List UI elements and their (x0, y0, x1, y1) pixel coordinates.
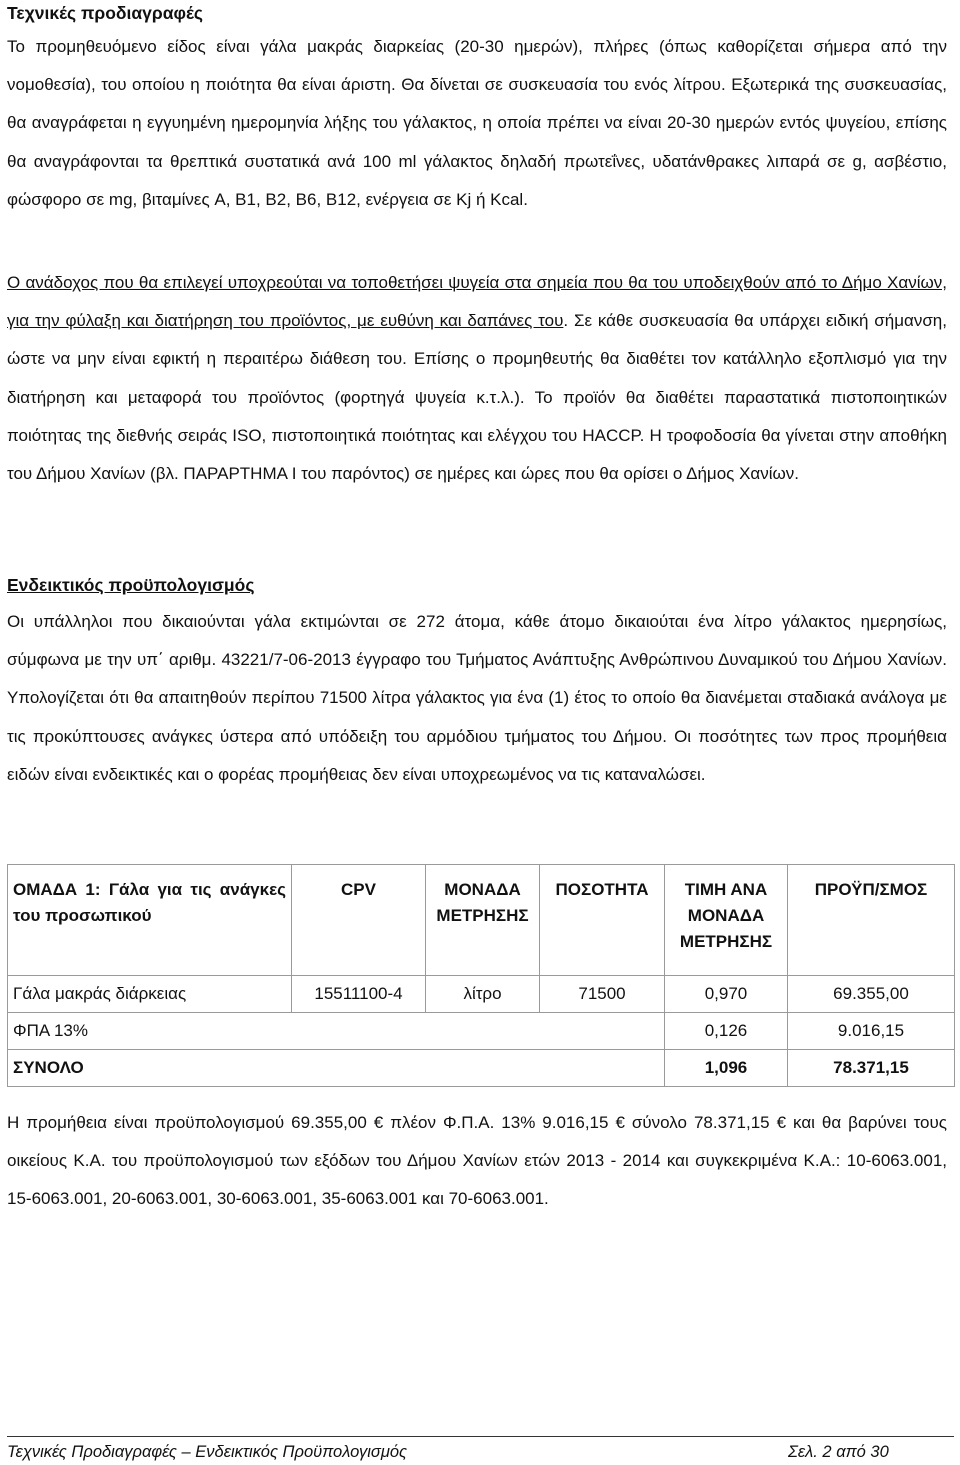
header-cpv: CPV (292, 865, 426, 976)
specs-paragraph-2 (7, 264, 947, 493)
header-budget: ΠΡΟΫΠ/ΣΜΟΣ (788, 865, 955, 976)
vat-unit-price: 0,126 (665, 1013, 788, 1050)
budget-paragraph: Οι υπάλληλοι που δικαιούνται γάλα εκτιμώνται σε 272 άτομα, κάθε άτομο δικαιούται ένα λίτρο γάλακτος ημερησίως, σύμφωνα με την υπ΄ αριθμ. 43221/7-06-2013 έγγραφο του Τμήματος Ανάπτυξης Ανθρώπινου Δυναμικού του Δήμου Χανίων. Υπολογίζεται ότι θα απαιτηθούν περίπου 71500 λίτρα γάλακτος για ένα (1) έτος το οποίο θα διανέμεται σταδιακά ανάλογα με τις προκύπτουσες ανάγκες ύστερα από υπόδειξη του αρμόδιου τμήματος του Δήμου. Οι ποσότητες των προς προμήθεια ειδών είναι ενδεικτικές και ο φορέας προμήθειας δεν είναι υποχρεωμένος να τις καταναλώσει. (7, 612, 947, 784)
item-unit: λίτρο (426, 976, 540, 1013)
specs-title: Τεχνικές προδιαγραφές (7, 3, 203, 23)
table-header-row (8, 865, 955, 976)
header-group: ΟΜΑΔΑ 1: Γάλα για τις ανάγκες του προσωπικού (8, 865, 292, 976)
item-description: Γάλα μακράς διάρκειας (8, 976, 292, 1013)
header-unit: ΜΟΝΑΔΑ ΜΕΤΡΗΣΗΣ (426, 865, 540, 976)
item-unit-price: 0,970 (665, 976, 788, 1013)
item-cpv: 15511100-4 (292, 976, 426, 1013)
summary-paragraph: Η προμήθεια είναι προϋπολογισμού 69.355,00 € πλέον Φ.Π.Α. 13% 9.016,15 € σύνολο 78.371,15 € και θα βαρύνει τους οικείους Κ.Α. του προϋπολογισμού των εξόδων του Δήμου Χανίων ετών 2013 - 2014 και συγκεκριμένα Κ.Α.: 10-6063.001, 15-6063.001, 20-6063.001, 30-6063.001, 35-6063.001 και 70-6063.001. (7, 1113, 947, 1209)
header-unit-price: ΤΙΜΗ ΑΝΑ ΜΟΝΑΔΑ ΜΕΤΡΗΣΗΣ (665, 865, 788, 976)
table-row-vat (8, 1013, 955, 1050)
contractor-obligation-text: Ο ανάδοχος που θα επιλεγεί υποχρεούται να τοποθετήσει ψυγεία στα σημεία που θα του υποδειχθούν από το Δήμο Χανίων, για την φύλαξη και διατήρηση του προϊόντος, με ευθύνη και δαπάνες του (7, 273, 947, 331)
packaging-certification-text: . Σε κάθε συσκευασία θα υπάρχει ειδική σήμανση, ώστε να μην είναι εφικτή η περαιτέρω διάθεση του. Επίσης ο προμηθευτής θα διαθέτει τον κατάλληλο εξοπλισμό για την διατήρηση και μεταφορά του προϊόντος (φορτηγά ψυγεία κ.τ.λ.). Το προϊόν θα διαθέτει παραστατικά πιστοποιητικών ποιότητας της διεθνής σειράς ISO, πιστοποιητικά ποιότητας και ελέγχου του HACCP. Η τροφοδοσία θα γίνεται στην αποθήκη του Δήμου Χανίων (βλ. ΠΑΡΑΡΤΗΜΑ Ι του παρόντος) σε ημέρες και ώρες που θα ορίσει ο Δήμος Χανίων. (7, 311, 947, 484)
header-quantity: ΠΟΣΟΤΗΤΑ (540, 865, 665, 976)
item-quantity: 71500 (540, 976, 665, 1013)
vat-label: ΦΠΑ 13% (8, 1013, 665, 1050)
footer-divider (7, 1436, 954, 1437)
item-total: 69.355,00 (788, 976, 955, 1013)
page-number: Σελ. 2 από 30 (788, 1443, 889, 1461)
total-label: ΣΥΝΟΛΟ (8, 1050, 665, 1087)
table-row (8, 976, 955, 1013)
table-row-total (8, 1050, 955, 1087)
budget-title: Ενδεικτικός προϋπολογισμός (7, 575, 255, 595)
total-unit-price: 1,096 (665, 1050, 788, 1087)
vat-total: 9.016,15 (788, 1013, 955, 1050)
specs-paragraph-1: Το προμηθευόμενο είδος είναι γάλα μακράς διαρκείας (20-30 ημερών), πλήρες (όπως καθορίζεται σήμερα από την νομοθεσία), του οποίου η ποιότητα θα είναι άριστη. Θα δίνεται σε συσκευασία του ενός λίτρου. Εξωτερικά της συσκευασίας, θα αναγράφεται η εγγυημένη ημερομηνία λήξης του γάλακτος, η οποία πρέπει να είναι 20-30 ημερών εντός ψυγείου, επίσης θα αναγράφονται τα θρεπτικά συστατικά ανά 100 ml γάλακτος δηλαδή πρωτεΐνες, υδατάνθρακες λιπαρά σε g, ασβέστιο, φώσφορο σε mg, βιταμίνες A, B1, B2, B6, B12, ενέργεια σε Kj ή Kcal. (7, 37, 947, 209)
budget-table (7, 864, 955, 1087)
footer-title: Τεχνικές Προδιαγραφές – Ενδεικτικός Προϋπολογισμός (7, 1443, 408, 1461)
total-amount: 78.371,15 (788, 1050, 955, 1087)
